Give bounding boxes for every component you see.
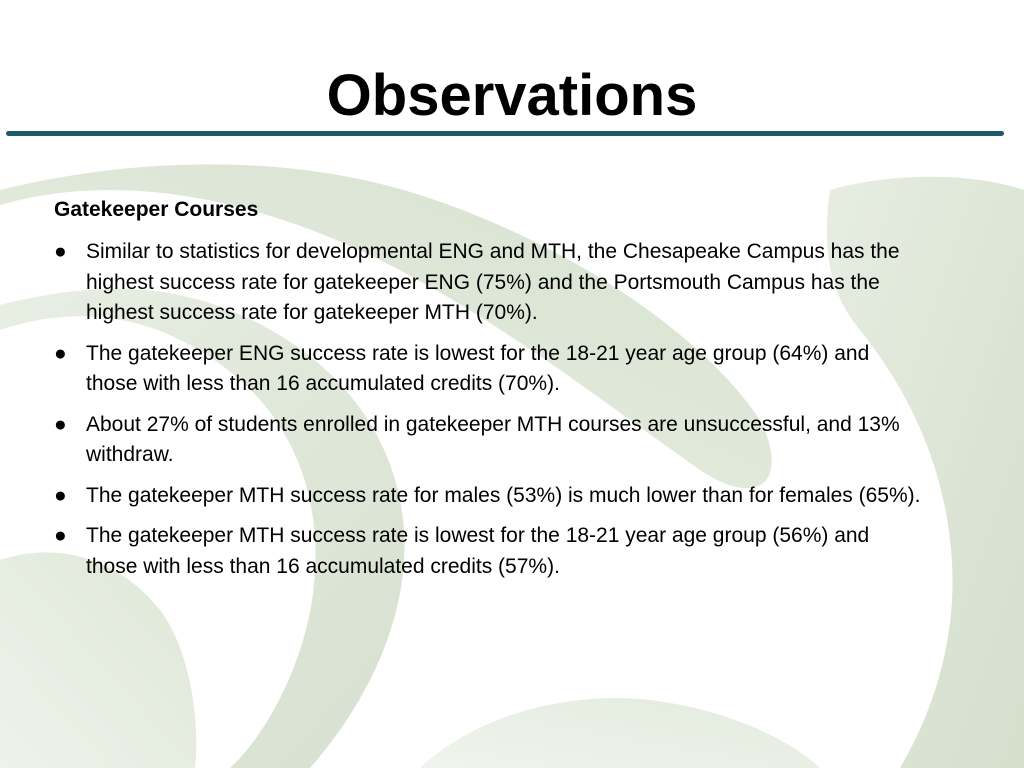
background-curve-lower xyxy=(420,698,820,768)
bullet-item xyxy=(54,521,922,582)
bullet-marker: ● xyxy=(54,341,67,365)
bullet-marker: ● xyxy=(54,240,67,263)
bullet-marker: ● xyxy=(54,483,67,507)
bullet-text: Similar to statistics for developmental ENG and MTH, the Chesapeake Campus has the highest success rate for gatekeeper ENG (75%) and the Portsmouth Campus has the highest success rate for gatekeeper MTH (70%). xyxy=(86,240,900,324)
bullet-item xyxy=(54,339,922,400)
bullet-text: The gatekeeper MTH success rate is lowest for the 18-21 year age group (56%) and those with less than 16 accumulated credits (57%). xyxy=(86,524,870,578)
bullet-text: About 27% of students enrolled in gatekeeper MTH courses are unsuccessful, and 13% withdraw. xyxy=(86,412,900,466)
bullet-item xyxy=(54,237,922,329)
bullet-text: The gatekeeper ENG success rate is lowest for the 18-21 year age group (64%) and those with less than 16 accumulated credits (70%). xyxy=(86,341,870,395)
bullet-marker: ● xyxy=(54,524,67,547)
bullet-marker: ● xyxy=(54,412,67,436)
bullet-item xyxy=(54,410,922,471)
slide-title: Observations xyxy=(326,63,698,128)
slide-content xyxy=(54,195,954,592)
bullet-item xyxy=(54,481,922,512)
bullet-text: The gatekeeper MTH success rate for males (53%) is much lower than for females (65%). xyxy=(86,483,921,507)
title-divider xyxy=(6,131,1004,136)
section-heading: Gatekeeper Courses xyxy=(54,198,259,221)
